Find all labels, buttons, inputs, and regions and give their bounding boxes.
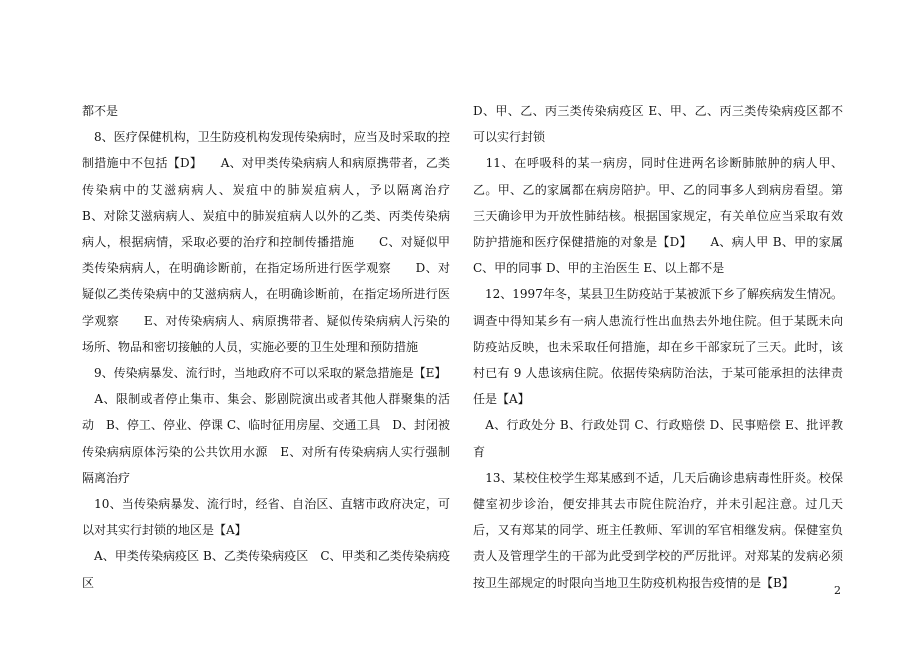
page-number: 2 <box>834 584 841 597</box>
paragraph: A、行政处分 B、行政处罚 C、行政赔偿 D、民事赔偿 E、批评教育 <box>473 418 843 459</box>
paragraph: 11、在呼吸科的某一病房，同时住进两名诊断肺脓肿的病人甲、乙。甲、乙的家属都在病房陪护。甲、乙的同事多人到病房看望。第三天确诊甲为开放性肺结核。根据国家规定，有关单位应当采取有效防护措施和医疗保健措施的对象是【D】 A、病人甲 B、甲的家属 C、甲的同事 D、甲的主治医生 E、以上都不是 <box>473 156 843 276</box>
paragraph: A、甲类传染病疫区 B、乙类传染病疫区 C、甲类和乙类传染病疫区 <box>82 549 450 590</box>
paragraph: 13、某校住校学生郑某感到不适，几天后确诊患病毒性肝炎。校保健室初步诊治，便安排其去市院住院治疗，并未引起注意。过几天后，又有郑某的同学、班主任教师、军训的军官相继发病。保健室负责人及管理学生的干部为此受到学校的严厉批评。对郑某的发病必须按卫生部规定的时限向当地卫生防疫机构报告疫情的是【B】 <box>473 470 843 590</box>
paragraph: 10、当传染病暴发、流行时，经省、自治区、直辖市政府决定，可以对其实行封锁的地区是【A】 <box>82 497 450 538</box>
paragraph: 都不是 <box>82 104 119 118</box>
right-column <box>473 98 843 596</box>
paragraph: 12、1997年冬，某县卫生防疫站于某被派下乡了解疾病发生情况。调查中得知某乡有一病人患流行性出血热去外地住院。但于某既未向防疫站反映，也未采取任何措施，却在乡干部家玩了三天。此时，该村已有 9 人患该病住院。依据传染病防治法，于某可能承担的法律责任是【A】 <box>473 287 843 407</box>
left-column <box>82 98 475 596</box>
paragraph: 9、传染病暴发、流行时，当地政府不可以采取的紧急措施是【E】 <box>82 366 447 381</box>
paragraph: D、甲、乙、丙三类传染病疫区 E、甲、乙、丙三类传染病疫区都不可以实行封锁 <box>473 104 843 145</box>
paragraph: A、限制或者停止集市、集会、影剧院演出或者其他人群聚集的活动 B、停工、停业、停课 C、临时征用房屋、交通工具 D、封闭被传染病病原体污染的公共饮用水源 E、对所有传染病病人实行强制隔离治疗 <box>82 392 450 485</box>
paragraph: 8、医疗保健机构，卫生防疫机构发现传染病时，应当及时采取的控制措施中不包括【D】 A、对甲类传染病病人和病原携带者，乙类传染病中的艾滋病病人、炭疽中的肺炭疽病人，予以隔离治疗 B、对除艾滋病病人、炭疽中的肺炭疽病人以外的乙类、丙类传染病病人，根据病情，采取必要的治疗和控制传播措施 C、对疑似甲类传染病病人，在明确诊断前，在指定场所进行医学观察 D、对疑似乙类传染病中的艾滋病病人，在明确诊断前，在指定场所进行医学观察 E、对传染病病人、病原携带者、疑似传染病病人污染的场所、物品和密切接触的人员，实施必要的卫生处理和预防措施 <box>82 130 475 354</box>
